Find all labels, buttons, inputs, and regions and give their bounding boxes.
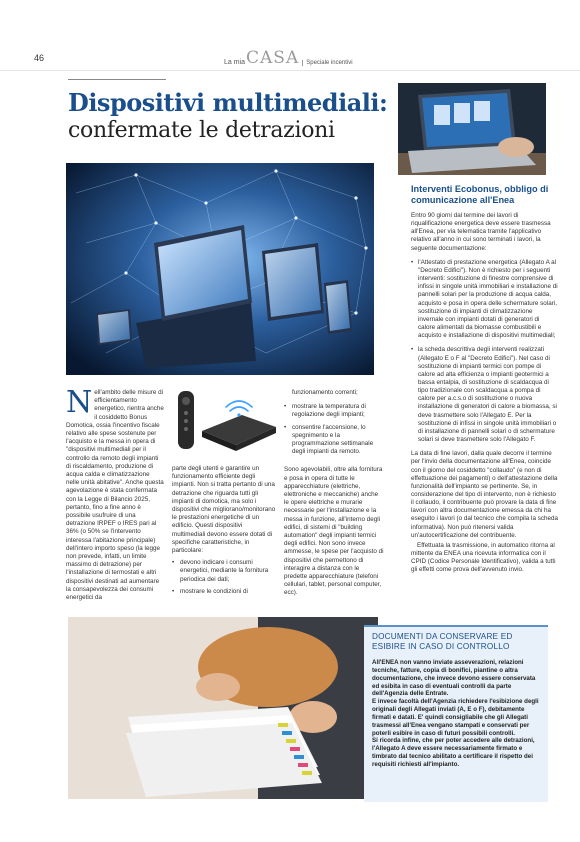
laptop-documents-image [398, 83, 546, 175]
list-item: • l'Attestato di prestazione energetica (Allegato A al "Decreto Edifici"). Non è richiesto per i seguenti interventi: sostituzione di finestre comprensive di infissi in singole unità immobiliari e installazione di pannelli solari per la produzione di acqua calda, acquisto e posa in opera delle schermature solari, sostituzione di impianti di climatizzazione invernale con impianti dotati di generatori di calore alimentati da biomasse combustibili e acquisto e installazione di dispositivi multimediali; [411, 259, 558, 341]
info-box-title: DOCUMENTI DA CONSERVARE ED ESIBIRE IN CASO DI CONTROLLO [372, 632, 513, 651]
article-column-1 [66, 385, 164, 602]
list-item: • mostrare la temperatura di regolazione degli impianti; [284, 403, 384, 419]
article-col2-intro: parte degli utenti e garantire un funzionamento efficiente degli impianti. Non si tratta pertanto di una detrazione che riguarda tutti gli impianti di domotica, ma solo i dispositivi che migliorano/monitorano le prestazioni energetiche di un edificio. Questi dispositivi multimediali devono essere dotati di specifiche caratteristiche, in particolare: [172, 465, 276, 555]
tv-box-remote-image [172, 387, 280, 459]
sidebar-intro: Entro 90 giorni dal termine dei lavori di riqualificazione energetica deve essere trasmessa all'Enea, per via telematica tramite l'applicativo relativo all'anno in cui sono terminati i lavori, la seguente documentazione: [411, 212, 551, 252]
article-column-2 [172, 465, 276, 600]
drop-cap: N [66, 385, 93, 420]
list-item: • la scheda descrittiva degli interventi realizzati (Allegato E o F al "Decreto Edifici"). Nel caso di sostituzione di impianti termici con pompe di calore ad alta efficienza o impianti geotermici a bassa entalpia, di sostituzione di scaldacqua di tipo tradizionale con scaldacqua a pompa di calore per a.c.s.o di sostituzione o nuova installazione di generatori di calore a biomassa, si deve trasmettere solo l'Allegato E. Per la sostituzione di infissi in singole unità immobiliari o di installazione di pannelli solari o di schermature solari si deve trasmettere solo l'Allegato F. [411, 346, 558, 444]
article-col1-text: ell'ambito delle misure di efficientamento energetico, rientra anche il cosiddetto Bonus Domotica, ossia l'incentivo fiscale relativo alle spese sostenute per l'acquisto e la messa in opera di "dispositivi multimediali per il controllo da remoto degli impianti di riscaldamento, produzione di acqua calda e climatizzazione nelle unità abitative". Anche questa agevolazione è stata confermata con la Legge di Bilancio 2025, pertanto, fino a fine anno è possibile usufruire di una detrazione IRPEF o IRES pari al 36% (o 50% se l'intervento interessa l'abitazione principale) dell'intero importo speso (la legge non prevede, infatti, un limite massimo di detrazione) per l'installazione di termostati e altri dispositivi destinati ad aumentare la consapevolezza dei consumi energetici da [66, 389, 164, 602]
list-item: • mostrare le condizioni di [172, 588, 276, 596]
page-number: 46 [34, 53, 45, 63]
article-col3-paragraph: Sono agevolabili, oltre alla fornitura e posa in opera di tutte le apparecchiature (elettriche, elettroniche e meccaniche) anche le opere elettriche e murarie necessarie per l'installazione e la messa in funzione, all'interno degli edifici, di sistemi di "building automation" degli impianti termici degli edifici. Non sono invece ammesse, le spese per l'acquisto di dispositivi che permettono di interagire a distanza con le predette apparecchiature (telefoni cellulari, tablet, personal computer, ecc). [284, 466, 384, 597]
sidebar-paragraph-1: La data di fine lavori, dalla quale decorre il termine per l'invio della documentazione all'Enea, coincide con il giorno del cosiddetto "collaudo" (e non di effettuazione dei pagamenti) o dell'attestazione della funzionalità dell'impianto se pertinente. Se, in considerazione del tipo di intervento, non è richiesto il collaudo, il contribuente può provare la data di fine lavori con altra documentazione emessa da chi ha eseguito i lavori (o dal tecnico che compila la scheda informativa). Non può ritenersi valida un'autocertificazione del contribuente. [411, 450, 559, 539]
article-subtitle: confermate le detrazioni [68, 118, 335, 143]
logo-main: CASA [246, 48, 300, 68]
article-title: Dispositivi multimediali: [68, 88, 388, 117]
logo-prefix: La mia [224, 59, 246, 66]
article-col3-cont: funzionamento correnti; [292, 389, 358, 396]
multimedia-devices-image [66, 163, 374, 375]
magazine-logo [224, 48, 353, 66]
title-divider [68, 79, 166, 80]
document-folders-image [68, 617, 378, 799]
header-divider [0, 70, 580, 71]
list-item: • devono indicare i consumi energetici, mediante la fornitura periodica dei dati; [172, 559, 276, 584]
article-column-3 [284, 389, 384, 598]
logo-section: Speciale incentivi [302, 60, 352, 66]
list-item: • consentire l'accensione, lo spegnimento e la programmazione settimanale degli impianti da remoto. [284, 424, 384, 457]
info-box-text [372, 659, 540, 769]
sidebar-text [411, 212, 558, 581]
sidebar-paragraph-2: Effettuata la trasmissione, in automatico ritorna al mittente da ENEA una ricevuta informatica con il CPID (Codice Personale Identificativo), valida a tutti gli effetti come prova dell'avvenuto invio. [411, 541, 556, 574]
sidebar-title: Interventi Ecobonus, obbligo di comunicazione all'Enea [411, 184, 549, 205]
info-box-body: All'ENEA non vanno inviate asseverazioni, relazioni tecniche, fatture, copia di bonifici, piantine o altra documentazione, che invece devono essere conservata ed esibita in caso di eventuali controlli da parte dell'Agenzia delle Entrate. E invece facoltà dell'Agenzia richiedere l'esibizione degli originali degli Allegati inviati (A, E o F), debitamente firmati e datati. E' quindi consigliabile che gli Allegati trasmessi all'Enea vengano stampati e conservati per poterli esibire in caso di futuri possibili controlli. Si ricorda infine, che per poter accedere alle detrazioni, l'Allegato A deve essere necessariamente firmato e timbrato dal tecnico abilitato a certificare il rispetto dei requisiti richiesti all'impianto. [372, 659, 539, 768]
